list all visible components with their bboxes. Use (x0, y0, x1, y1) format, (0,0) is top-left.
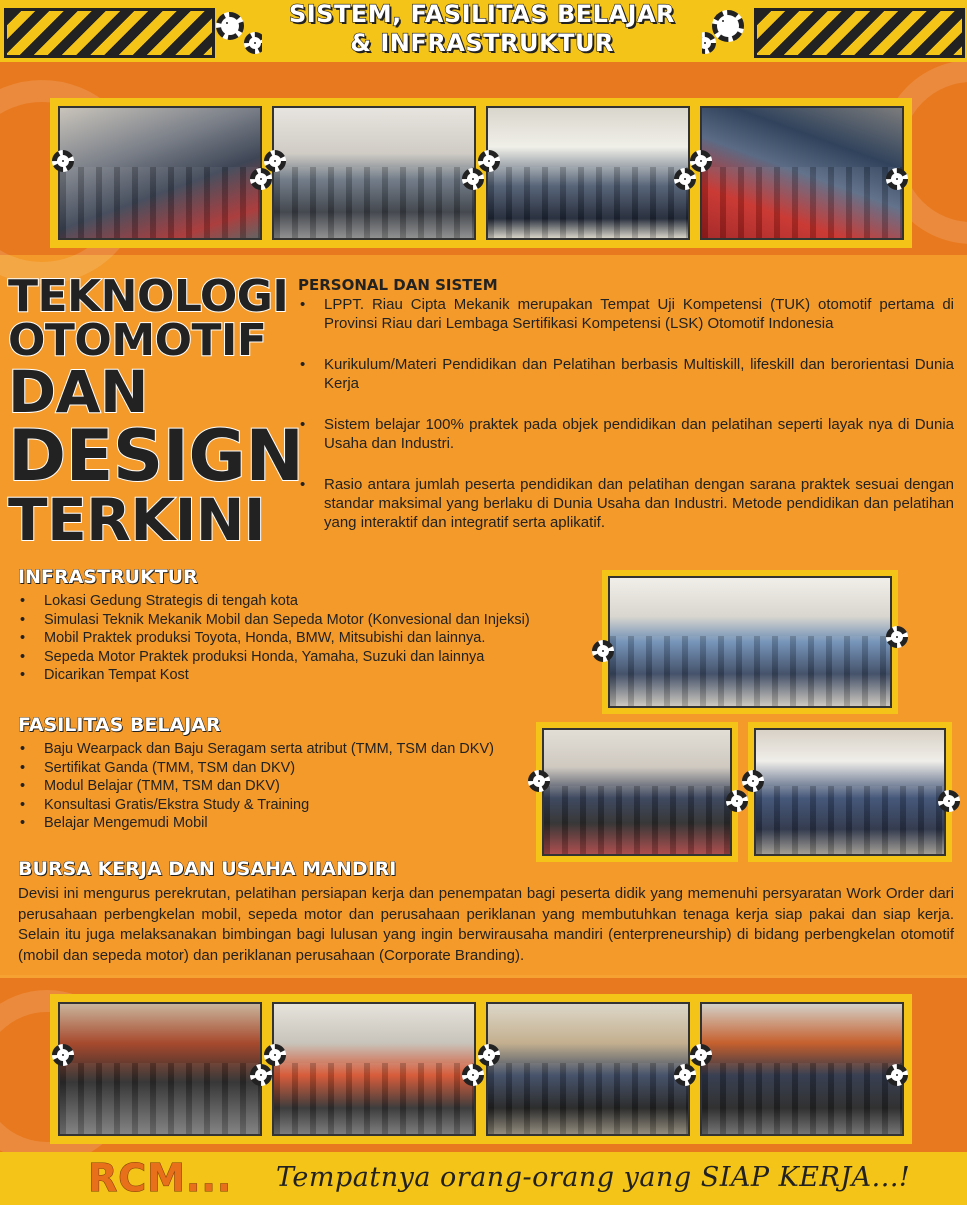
gear-icon (264, 150, 286, 172)
bursa-paragraph: Devisi ini mengurus perekrutan, pelatihan persiapan kerja dan penempatan bagi peserta didik yang memenuhi persyaratan Work Order dari perusahaan perbengkelan mobil, sepeda motor dan perusahaan periklanan yang membutuhkan tenaga kerja siap pakai dan siap kerja. Selain itu juga melaksanakan bimbingan bagi lulusan yang ingin berwirausaha mandiri (enterpreneurship) di bidang perbengkelan otomotif (mobil dan sepeda motor) dan periklanan perusahaan (Corporate Branding). (18, 885, 954, 964)
photo-car-repair (700, 106, 904, 240)
photo-seminar-group (536, 722, 738, 862)
gear-icon (690, 1044, 712, 1066)
personal-list (298, 295, 954, 554)
list-item: • Lokasi Gedung Strategis di tengah kota (18, 592, 598, 611)
list-item: • Konsultasi Gratis/Ekstra Study & Training (18, 796, 538, 815)
photo-group-banner (608, 576, 892, 708)
photo-class-session (748, 722, 952, 862)
list-item: • LPPT. Riau Cipta Mekanik merupakan Tempat Uji Kompetensi (TUK) otomotif pertama di Provinsi Riau dari Lembaga Sertifikasi Kompetensi (LSK) Otomotif Indonesia (298, 295, 954, 333)
list-item: • Belajar Mengemudi Mobil (18, 814, 538, 833)
gear-icon (886, 626, 908, 648)
gear-icon (462, 168, 484, 190)
fasilitas-list (18, 740, 538, 833)
footer-brand: RCM... (88, 1156, 233, 1200)
gear-icon (886, 168, 908, 190)
personal-section-title: PERSONAL DAN SISTEM (298, 276, 498, 294)
gear-icon (742, 770, 764, 792)
gear-icon (726, 790, 748, 812)
gear-icon (674, 168, 696, 190)
gear-icon (52, 150, 74, 172)
top-photo-strip (50, 98, 912, 248)
headline-line-1: TEKNOLOGI (8, 271, 289, 322)
bursa-title: BURSA KERJA DAN USAHA MANDIRI (18, 858, 397, 880)
headline-line-2: OTOMOTIF (8, 315, 267, 366)
list-item: • Kurikulum/Materi Pendidikan dan Pelatihan berbasis Multiskill, lifeskill dan berorientasi Dunia Kerja (298, 355, 954, 393)
list-item: • Simulasi Teknik Mekanik Mobil dan Sepeda Motor (Konvesional dan Injeksi) (18, 611, 598, 630)
fasilitas-title: FASILITAS BELAJAR (18, 714, 221, 736)
photo-computer-class (486, 1002, 690, 1136)
list-item: • Dicarikan Tempat Kost (18, 666, 598, 685)
gear-icon (216, 12, 244, 40)
photo-motor-workshop (700, 1002, 904, 1136)
photo-motorcycle-practice (58, 1002, 262, 1136)
list-item: • Sepeda Motor Praktek produksi Honda, Yamaha, Suzuki dan lainnya (18, 648, 598, 667)
headline-line-5: TERKINI (8, 486, 265, 554)
list-item: • Mobil Praktek produksi Toyota, Honda, BMW, Mitsubishi dan lainnya. (18, 629, 598, 648)
infrastruktur-list (18, 592, 598, 685)
title-line-1: SISTEM, FASILITAS BELAJAR (288, 0, 676, 28)
hazard-stripe (754, 8, 965, 58)
gear-icon (886, 1064, 908, 1086)
list-item: • Sertifikat Ganda (TMM, TSM dan DKV) (18, 759, 538, 778)
headline-line-3: DAN (8, 358, 149, 426)
gear-icon (264, 1044, 286, 1066)
gear-icon (462, 1064, 484, 1086)
photo-competition-group (602, 570, 898, 714)
photo-workshop-hall (272, 1002, 476, 1136)
gear-icon (478, 150, 500, 172)
photo-workshop-engine (58, 106, 262, 240)
gear-icon (674, 1064, 696, 1086)
title-line-2: & INFRASTRUKTUR (350, 29, 614, 57)
infrastruktur-title: INFRASTRUKTUR (18, 566, 198, 588)
list-item: • Baju Wearpack dan Baju Seragam serta atribut (TMM, TSM dan DKV) (18, 740, 538, 759)
headline-line-4: DESIGN (8, 415, 304, 497)
list-item: • Modul Belajar (TMM, TSM dan DKV) (18, 777, 538, 796)
gear-icon (938, 790, 960, 812)
header-bar (0, 0, 967, 62)
footer-bar (0, 1152, 967, 1205)
bottom-photo-strip (50, 994, 912, 1144)
gear-icon (690, 150, 712, 172)
page-title (262, 0, 702, 62)
photo-class (754, 728, 946, 856)
list-item: • Sistem belajar 100% praktek pada objek pendidikan dan pelatihan seperti layak nya di Dunia Usaha dan Industri. (298, 415, 954, 453)
gear-icon (712, 10, 744, 42)
photo-students-lineup (272, 106, 476, 240)
gear-icon (52, 1044, 74, 1066)
gear-icon (250, 1064, 272, 1086)
headline (8, 271, 304, 554)
photo-classroom (486, 106, 690, 240)
gear-icon (250, 168, 272, 190)
gear-icon (478, 1044, 500, 1066)
hazard-stripe (4, 8, 215, 58)
footer-slogan: Tempatnya orang-orang yang SIAP KERJA...! (276, 1162, 911, 1193)
photo-seminar (542, 728, 732, 856)
list-item: • Rasio antara jumlah peserta pendidikan dan pelatihan dengan sarana praktek sesuai dengan standar maksimal yang berlaku di Dunia Usaha dan Industri. Metode pendidikan dan pelatihan yang interaktif dan integratif serta aplikatif. (298, 475, 954, 532)
